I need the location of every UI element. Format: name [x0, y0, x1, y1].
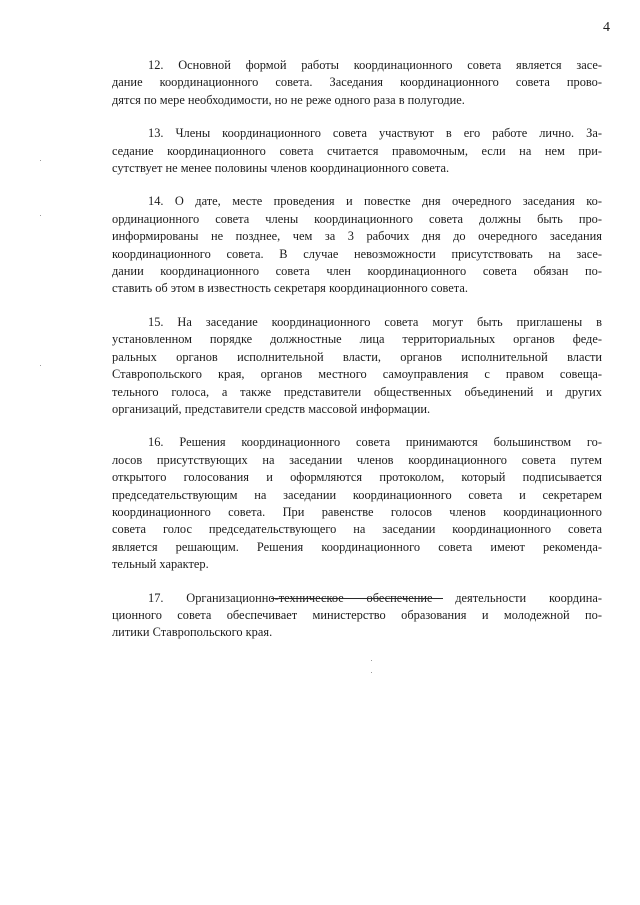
paragraph-line: организаций, представители средств массовой информации. — [112, 401, 431, 416]
paragraph-line: тельного голоса, а также представители общественных объединений и других — [112, 384, 602, 399]
paragraph-line: седание координационного совета считается правомочным, если на нем при- — [112, 143, 602, 158]
paragraph-line: 17. Организационно-техническое обеспечение деятельности координа- — [148, 590, 602, 605]
paragraph-line: дятся по мере необходимости, но не реже одного раза в полугодие. — [112, 92, 465, 107]
paragraph-line: 13. Члены координационного совета участвуют в его работе лично. За- — [148, 126, 602, 141]
closing-rule — [271, 598, 443, 599]
paragraph-line: ционного совета обеспечивает министерство образования и молодежной по- — [112, 607, 602, 622]
scan-speck — [40, 160, 41, 161]
paragraph-line: председательствующим на заседании координационного совета и секретарем — [112, 487, 602, 502]
paragraph-line: литики Ставропольского края. — [112, 625, 273, 640]
paragraph-line: 14. О дате, месте проведения и повестке дня очередного заседания ко- — [148, 194, 602, 209]
paragraph-line: 16. Решения координационного совета принимаются большинством го- — [148, 435, 602, 450]
paragraph-line: совета голос председательствующего на заседании координационного совета — [112, 522, 602, 537]
paragraph-13 — [112, 125, 602, 177]
paragraph-line: лосов присутствующих на заседании членов координационного совета путем — [112, 452, 602, 467]
scan-speck — [371, 672, 372, 673]
paragraph-line: сутствует не менее половины членов координационного совета. — [112, 161, 450, 176]
paragraph-line: ральных органов исполнительной власти, органов исполнительной власти — [112, 349, 602, 364]
paragraph-14 — [112, 193, 602, 297]
paragraph-line: ставить об этом в известность секретаря координационного совета. — [112, 281, 468, 296]
scan-speck — [371, 660, 372, 661]
document-body — [112, 57, 602, 658]
paragraph-line: тельный характер. — [112, 557, 209, 572]
paragraph-line: открытого голосования и оформляются протоколом, который подписывается — [112, 470, 602, 485]
paragraph-15 — [112, 314, 602, 418]
paragraph-line: является решающим. Решения координационного совета имеют рекоменда- — [112, 539, 602, 554]
paragraph-line: информированы не позднее, чем за 3 рабочих дня до очередного заседания — [112, 229, 602, 244]
paragraph-12 — [112, 57, 602, 109]
paragraph-line: координационного совета. В случае невозможности присутствовать на засе- — [112, 246, 602, 261]
paragraph-line: дание координационного совета. Заседания координационного совета прово- — [112, 75, 602, 90]
page-number: 4 — [603, 20, 610, 35]
scan-speck — [40, 365, 41, 366]
paragraph-line: Ставропольского края, органов местного самоуправления с правом совеща- — [112, 367, 602, 382]
paragraph-line: 12. Основной формой работы координационного совета является засе- — [148, 58, 602, 72]
paragraph-16 — [112, 434, 602, 573]
scan-speck — [40, 215, 41, 216]
paragraph-line: координационного совета. При равенстве голосов членов координационного — [112, 504, 602, 519]
paragraph-line: ординационного совета члены координационного совета должны быть про- — [112, 211, 602, 226]
paragraph-line: 15. На заседание координационного совета могут быть приглашены в — [148, 314, 602, 329]
paragraph-line: дании координационного совета член координационного совета обязан по- — [112, 264, 602, 279]
paragraph-line: установленном порядке должностные лица территориальных органов феде- — [112, 332, 602, 347]
